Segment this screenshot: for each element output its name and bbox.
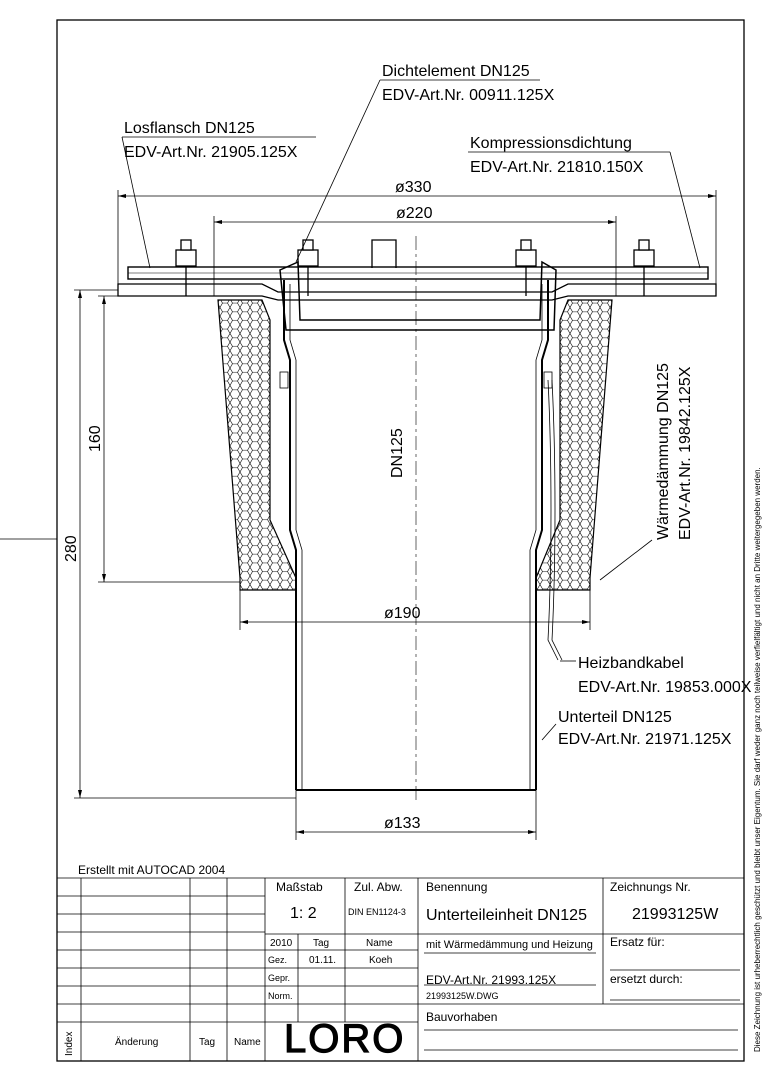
gez-name: Koeh [369,955,393,966]
gepr-label: Gepr. [268,973,291,983]
massstab-value: 1: 2 [290,905,317,922]
callout-waermedaemmung-art: EDV-Art.Nr. 19842.125X [677,366,694,540]
zeichnungs-label: Zeichnungs Nr. [610,880,691,894]
callout-dichtelement-name: Dichtelement DN125 [382,63,530,80]
created-with: Erstellt mit AUTOCAD 2004 [78,863,226,877]
name-col: Name [234,1037,261,1048]
callout-kompression-name: Kompressionsdichtung [470,135,632,152]
pipe-label: DN125 [389,428,406,478]
dim-h280: 280 [63,535,80,562]
index-label: Index [64,1031,75,1056]
dim-d190: ø190 [384,605,421,622]
callout-losflansch-art: EDV-Art.Nr. 21905.125X [124,144,298,161]
dwg-file: 21993125W.DWG [426,991,499,1001]
loro-logo: LORO [284,1017,406,1061]
tag-col: Tag [199,1037,216,1048]
aenderung-label: Änderung [115,1037,159,1048]
ersatz-fuer: Ersatz für: [610,935,665,949]
zeichnungs-value: 21993125W [632,906,719,923]
benennung-value: Unterteileinheit DN125 [426,907,587,924]
dim-d220: ø220 [396,205,433,222]
callout-unterteil-name: Unterteil DN125 [558,709,672,726]
zul-abw-value: DIN EN1124-3 [348,907,406,917]
callout-heizband-art: EDV-Art.Nr. 19853.000X [578,679,752,696]
zul-abw-label: Zul. Abw. [354,880,403,894]
callout-unterteil-art: EDV-Art.Nr. 21971.125X [558,731,732,748]
copyright-note: Diese Zeichnung ist urheberrechtlich geschützt und bleibt unser Eigentum. Sie darf weder ganz noch teilweise verfielfältigt und nicht an Dritte weitergegeben werden. [753,467,762,1052]
callout-waermedaemmung-name: Wärmedämmung DN125 [655,363,672,540]
flange-assembly [118,240,716,300]
benennung-label: Benennung [426,880,488,894]
gez-label: Gez. [268,955,288,965]
benennung-line2: mit Wärmedämmung und Heizung [426,939,593,951]
callout-kompression-art: EDV-Art.Nr. 21810.150X [470,159,644,176]
norm-label: Norm. [268,991,293,1001]
edv-number: EDV-Art.Nr. 21993.125X [426,973,557,987]
dim-h160: 160 [87,425,104,452]
massstab-label: Maßstab [276,880,323,894]
callout-dichtelement-art: EDV-Art.Nr. 00911.125X [382,87,555,104]
name-label: Name [366,938,393,949]
tag-label: Tag [313,938,330,949]
callout-heizband-name: Heizbandkabel [578,655,684,672]
drawing-frame [57,20,744,1061]
gez-tag: 01.11. [309,955,337,966]
dim-d330: ø330 [395,179,432,196]
year: 2010 [270,938,293,949]
bauvorhaben: Bauvorhaben [426,1010,498,1024]
callout-losflansch-name: Losflansch DN125 [124,120,255,137]
dim-d133: ø133 [384,815,421,832]
ersetzt-durch: ersetzt durch: [610,972,683,986]
pipe-body [280,236,562,800]
